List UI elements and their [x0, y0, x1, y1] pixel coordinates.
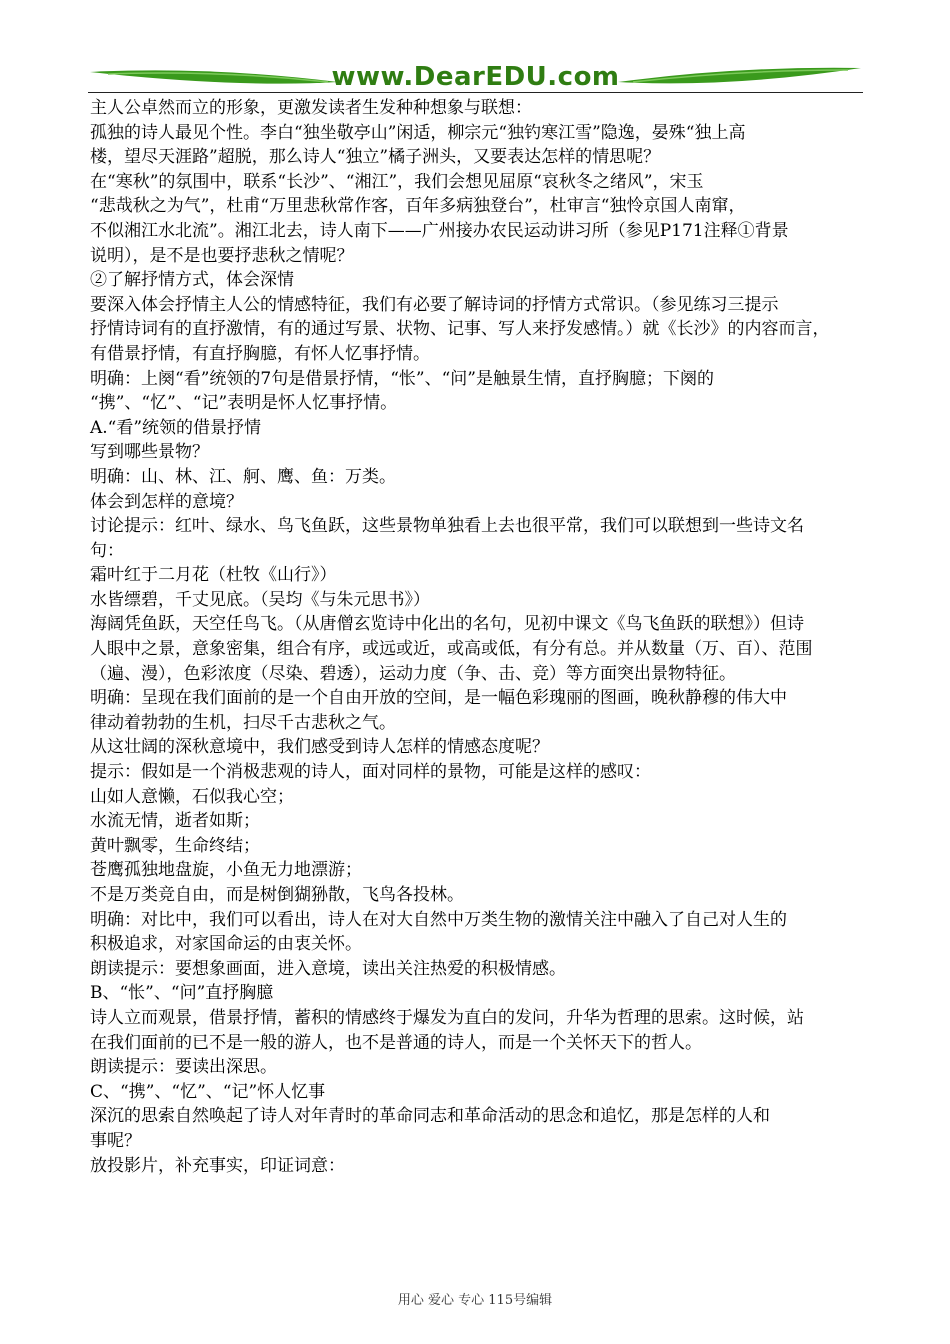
text-line: 律动着勃勃的生机，扫尽千古悲秋之气。 [90, 712, 396, 733]
text-line: 不是万类竞自由，而是树倒猢狲散，飞鸟各投林。 [90, 885, 464, 905]
text-line: 从这壮阔的深秋意境中，我们感受到诗人怎样的情感态度呢？ [90, 737, 549, 758]
text-line: 楼，望尽天涯路”超脱，那么诗人“独立”橘子洲头，又要表达怎样的情思呢？ [90, 147, 661, 168]
header-rule [88, 92, 863, 93]
text-line: A.“看”统领的借景抒情 [90, 417, 262, 438]
text-line: 明确：呈现在我们面前的是一个自由开放的空间，是一幅色彩瑰丽的图画，晚秋静穆的伟大中 [90, 688, 787, 709]
document-body [90, 96, 870, 1178]
text-line: （遍、漫），色彩浓度（尽染、碧透），运动力度（争、击、竞）等方面突出景物特征。 [90, 663, 736, 684]
text-line: “悲哉秋之为气”，杜甫“万里悲秋常作客，百年多病独登台”，杜审言“独怜京国人南窜， [90, 196, 746, 217]
text-line: 朗读提示：要读出深思。 [90, 1057, 277, 1078]
text-line: 提示：假如是一个消极悲观的诗人，面对同样的景物，可能是这样的感叹： [90, 762, 651, 783]
text-line: 诗人立而观景，借景抒情，蓄积的情感终于爆发为直白的发问，升华为哲理的思索。这时候，站 [90, 1007, 804, 1028]
text-line: 不似湘江水北流”。湘江北去，诗人南下——广州接办农民运动讲习所（参见P171注释①背景 [90, 220, 789, 241]
text-line: 水皆缥碧，千丈见底。（吴均《与朱元思书》） [90, 589, 430, 610]
text-line: 在我们面前的已不是一般的游人，也不是普通的诗人，而是一个关怀天下的哲人。 [90, 1032, 702, 1053]
text-line: 在“寒秋”的氛围中，联系“长沙”、“湘江”，我们会想见屈原“哀秋冬之绪风”，宋玉 [90, 171, 704, 192]
text-line: 事呢？ [90, 1130, 141, 1151]
site-logo-text[interactable]: www.DearEDU.com [331, 62, 620, 92]
text-line: 人眼中之景，意象密集，组合有序，或远或近，或高或低，有分有总。并从数量（万、百）、范围 [90, 639, 813, 660]
text-line: 主人公卓然而立的形象，更激发读者生发种种想象与联想： [90, 98, 532, 118]
header-banner [88, 60, 863, 94]
text-line: ②了解抒情方式，体会深情 [90, 270, 294, 291]
text-line: 苍鹰孤独地盘旋，小鱼无力地漂游； [90, 860, 362, 881]
text-line: 明确：山、林、江、舸、鹰、鱼：万类。 [90, 466, 396, 487]
text-line: 有借景抒情，有直抒胸臆，有怀人忆事抒情。 [90, 343, 430, 364]
text-line: 霜叶红于二月花（杜牧《山行》） [90, 565, 337, 586]
text-line: 要深入体会抒情主人公的情感特征，我们有必要了解诗词的抒情方式常识。（参见练习三提示 [90, 294, 779, 315]
text-line: 水流无情，逝者如斯； [90, 811, 260, 832]
text-line: 明确：上阕“看”统领的7句是借景抒情，“怅”、“问”是触景生情，直抒胸臆；下阕的 [90, 368, 714, 389]
text-line: 黄叶飘零，生命终结； [90, 835, 260, 856]
text-line: 朗读提示：要想象画面，进入意境，读出关注热爱的积极情感。 [90, 958, 566, 979]
text-line: 讨论提示：红叶、绿水、鸟飞鱼跃，这些景物单独看上去也很平常，我们可以联想到一些诗文名 [90, 516, 804, 537]
text-line: B、“怅”、“问”直抒胸臆 [90, 983, 274, 1004]
text-line: 孤独的诗人最见个性。李白“独坐敬亭山”闲适，柳宗元“独钓寒江雪”隐逸，晏殊“独上高 [90, 122, 746, 143]
page-footer: 用心 爱心 专心 115号编辑 [397, 1293, 553, 1308]
text-line: 抒情诗词有的直抒激情，有的通过写景、状物、记事、写人来抒发感情。）就《长沙》的内容而言， [90, 319, 830, 340]
text-line: 明确：对比中，我们可以看出，诗人在对大自然中万类生物的激情关注中融入了自己对人生的 [90, 909, 787, 930]
text-line: 海阔凭鱼跃，天空任鸟飞。（从唐僧玄览诗中化出的名句，见初中课文《鸟飞鱼跃的联想》）但诗 [90, 614, 804, 635]
text-line: “携”、“忆”、“记”表明是怀人忆事抒情。 [90, 393, 398, 414]
text-line: 体会到怎样的意境？ [90, 491, 243, 512]
text-line: 山如人意懒，石似我心空； [90, 786, 294, 807]
text-line: 深沉的思索自然唤起了诗人对年青时的革命同志和革命活动的思念和追忆，那是怎样的人和 [90, 1106, 770, 1127]
text-line: 说明），是不是也要抒悲秋之情呢？ [90, 245, 354, 266]
text-line: 句： [90, 540, 124, 561]
text-line: C、“携”、“忆”、“记”怀人忆事 [90, 1081, 326, 1102]
text-line: 积极追求，对家国命运的由衷关怀。 [90, 934, 362, 955]
text-line: 放投影片，补充事实，印证词意： [90, 1155, 345, 1176]
text-line: 写到哪些景物？ [90, 442, 209, 463]
